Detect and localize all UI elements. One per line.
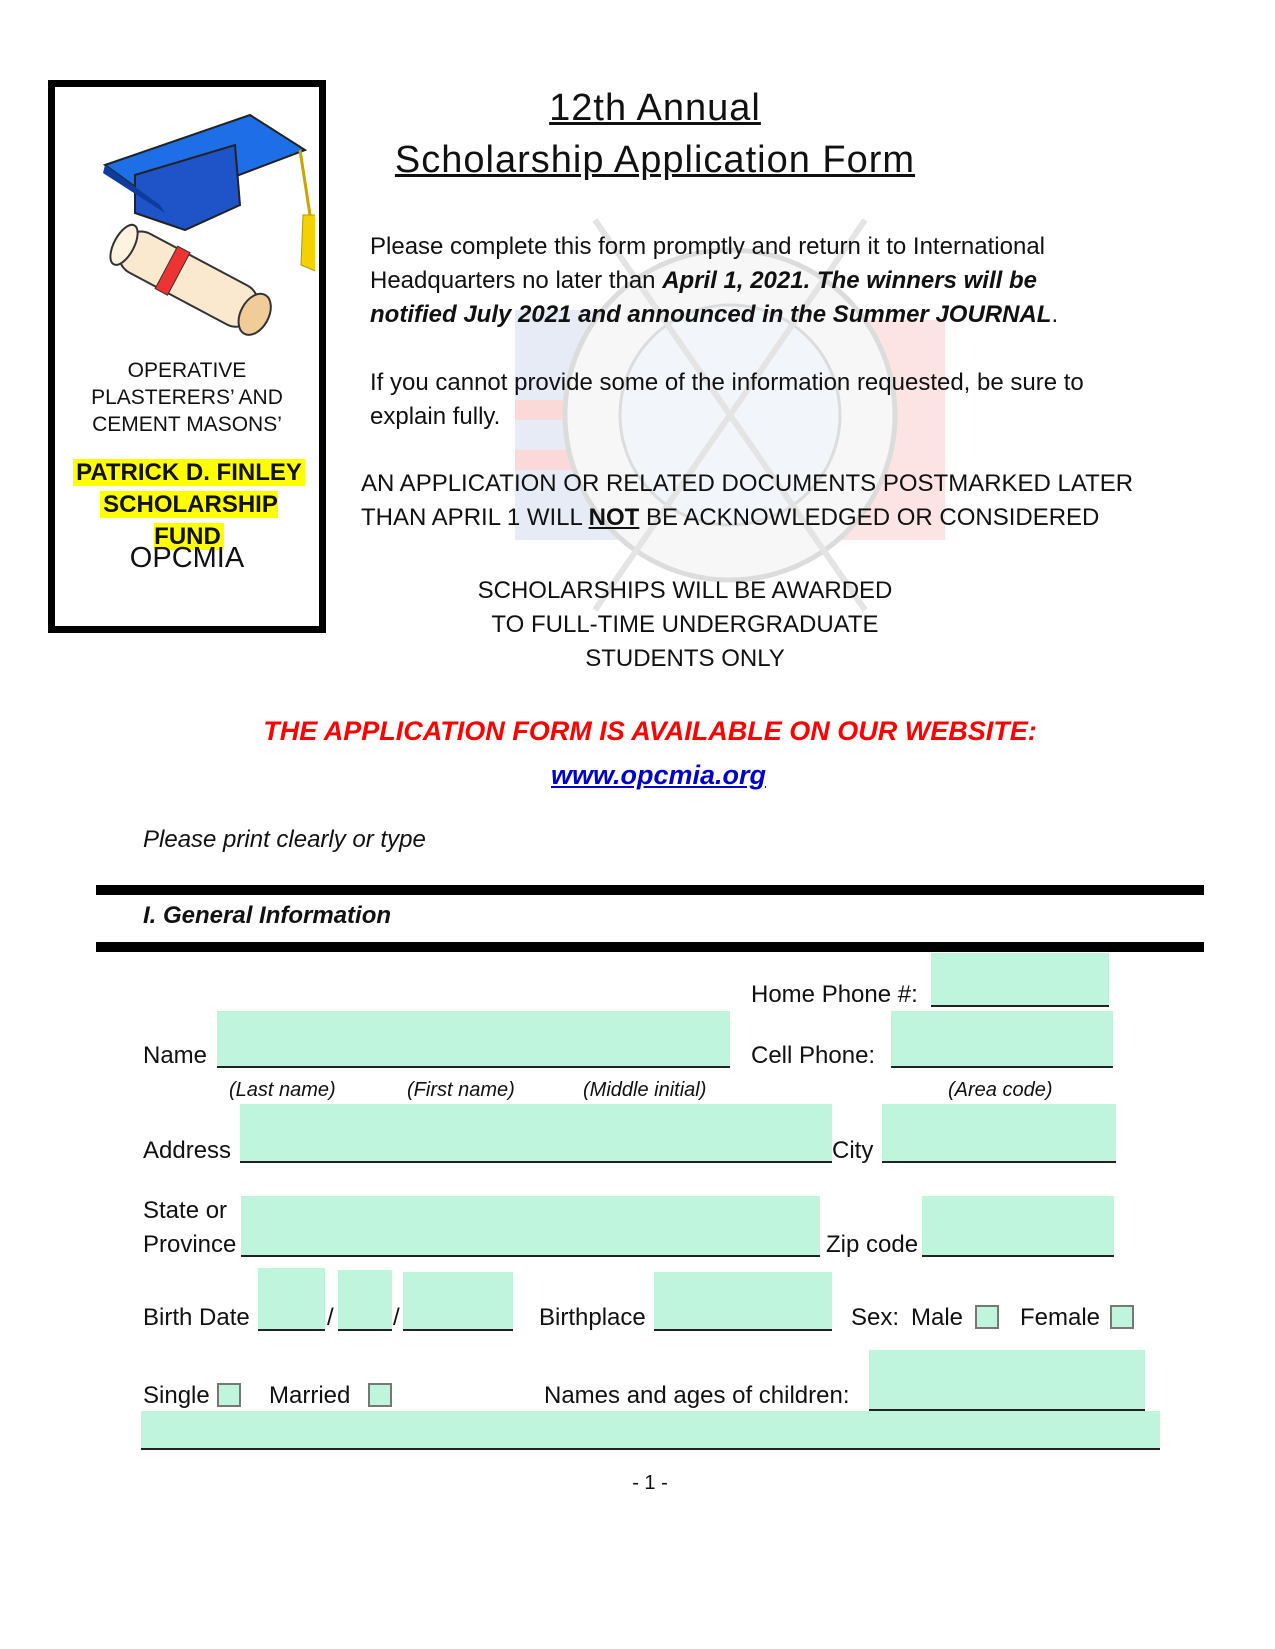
male-checkbox[interactable]: [975, 1305, 999, 1329]
award-line-2: TO FULL-TIME UNDERGRADUATE: [491, 611, 879, 638]
sex-label: Sex:: [851, 1304, 900, 1331]
city-underline: [882, 1161, 1116, 1163]
section-rule-top: [96, 885, 1204, 895]
intro-text-start: Please complete this form promptly and return it to International Headquarters no later than: [370, 233, 1045, 294]
first-name-hint: (First name): [407, 1079, 515, 1101]
children-continuation-field[interactable]: [141, 1411, 1160, 1449]
birth-day-underline: [338, 1329, 392, 1331]
home-phone-underline: [931, 1005, 1109, 1007]
award-line-3: STUDENTS ONLY: [585, 645, 785, 672]
home-phone-field[interactable]: [931, 953, 1109, 1006]
birth-date-slash-1: /: [327, 1304, 334, 1331]
single-label: Single: [143, 1382, 210, 1409]
birth-day-field[interactable]: [338, 1270, 392, 1330]
cell-phone-underline: [891, 1066, 1113, 1068]
intro-deadline-text: April 1, 2021. The winners will be notified July 2021 and announced in the Summer JOURNAL: [370, 267, 1052, 328]
birthplace-label: Birthplace: [539, 1304, 646, 1331]
female-label: Female: [1020, 1304, 1101, 1331]
children-field[interactable]: [869, 1350, 1145, 1410]
cell-phone-label: Cell Phone:: [751, 1042, 876, 1069]
single-checkbox[interactable]: [217, 1383, 241, 1407]
award-notice: [430, 574, 940, 676]
address-underline: [240, 1161, 832, 1163]
zip-label: Zip code: [826, 1231, 919, 1258]
married-checkbox[interactable]: [368, 1383, 392, 1407]
children-continuation-underline: [141, 1448, 1160, 1450]
website-link[interactable]: www.opcmia.org: [550, 760, 767, 790]
birth-month-field[interactable]: [258, 1268, 325, 1330]
city-label: City: [832, 1137, 874, 1164]
address-field[interactable]: [240, 1104, 832, 1162]
middle-initial-hint: (Middle initial): [583, 1079, 707, 1101]
explain-paragraph: If you cannot provide some of the information requested, be sure to explain fully.: [370, 369, 1084, 430]
name-field[interactable]: [217, 1011, 730, 1067]
state-label-line-2: Province: [143, 1231, 237, 1258]
zip-field[interactable]: [922, 1196, 1114, 1256]
graduation-cap-and-diploma-icon: [75, 95, 315, 355]
logo-fund-line-2: SCHOLARSHIP FUND: [100, 491, 278, 550]
address-label: Address: [143, 1137, 232, 1164]
zip-underline: [922, 1255, 1114, 1257]
birth-date-slash-2: /: [393, 1304, 400, 1331]
intro-text-end: .: [1051, 301, 1059, 328]
page-title-line-1: 12th Annual: [549, 87, 761, 129]
state-province-underline: [241, 1255, 820, 1257]
birth-year-underline: [403, 1329, 513, 1331]
birth-date-label: Birth Date: [143, 1304, 250, 1331]
logo-org-line-3: CEMENT MASONS’: [92, 413, 282, 436]
logo-acronym: OPCMIA: [129, 542, 245, 574]
logo-panel: [48, 80, 326, 633]
married-label: Married: [269, 1382, 351, 1409]
warning-text-end: BE ACKNOWLEDGED OR CONSIDERED: [639, 504, 1100, 531]
page-number: - 1 -: [632, 1472, 668, 1494]
logo-org-line-2: PLASTERERS’ AND: [91, 386, 283, 409]
postmark-warning-line-2: [361, 501, 1141, 535]
name-underline: [217, 1066, 730, 1068]
female-checkbox[interactable]: [1110, 1305, 1134, 1329]
children-label: Names and ages of children:: [544, 1382, 850, 1409]
birthplace-field[interactable]: [654, 1272, 832, 1330]
birthplace-underline: [654, 1329, 832, 1331]
website-notice: THE APPLICATION FORM IS AVAILABLE ON OUR WEBSITE:: [263, 716, 1037, 746]
award-line-1: SCHOLARSHIPS WILL BE AWARDED: [477, 577, 893, 604]
intro-paragraph: [370, 230, 1130, 332]
birth-month-underline: [258, 1329, 325, 1331]
state-label-line-1: State or: [143, 1197, 228, 1224]
warning-text-start: THAN APRIL 1 WILL: [361, 504, 589, 531]
area-code-hint: (Area code): [948, 1079, 1053, 1101]
city-field[interactable]: [882, 1104, 1116, 1162]
birth-year-field[interactable]: [403, 1272, 513, 1330]
last-name-hint: (Last name): [229, 1079, 336, 1101]
logo-fund-line-1: PATRICK D. FINLEY: [73, 459, 305, 486]
state-province-field[interactable]: [241, 1196, 820, 1256]
form-instruction: Please print clearly or type: [143, 826, 426, 853]
cell-phone-field[interactable]: [891, 1011, 1113, 1067]
logo-org-line-1: OPERATIVE: [127, 359, 247, 382]
warning-not-emphasis: NOT: [588, 504, 640, 531]
section-title: I. General Information: [143, 902, 392, 929]
postmark-warning-line-1: AN APPLICATION OR RELATED DOCUMENTS POSTMARKED LATER: [361, 470, 1134, 497]
male-label: Male: [911, 1304, 964, 1331]
section-rule-bottom: [96, 942, 1204, 952]
website-link-wrap: [200, 760, 1117, 791]
page-title-line-2: Scholarship Application Form: [394, 139, 916, 181]
name-label: Name: [143, 1042, 208, 1069]
logo-fund-name: [73, 457, 305, 553]
home-phone-label: Home Phone #:: [751, 981, 918, 1008]
